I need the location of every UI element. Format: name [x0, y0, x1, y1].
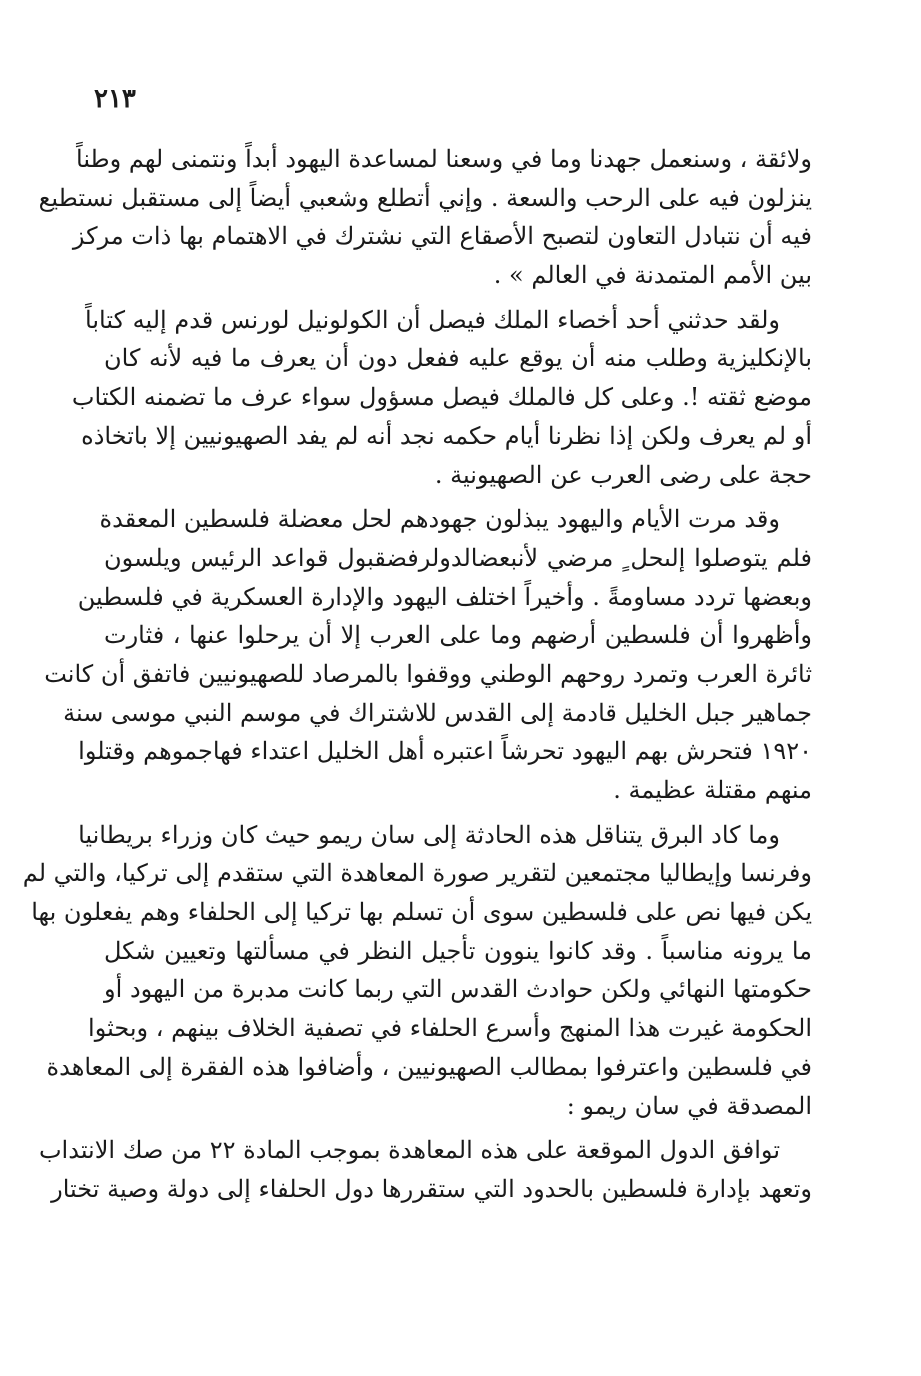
- text-line: ولقد حدثني أحد أخصاء الملك فيصل أن الكولونيل لورنس قدم إليه كتاباً: [85, 305, 780, 334]
- text-line: وتعهد بإدارة فلسطين بالحدود التي ستقررها دول الحلفاء إلى دولة وصية تختار: [51, 1174, 812, 1203]
- text-line: بالإنكليزية وطلب منه أن يوقع عليه ففعل دون أن يعرف ما فيه لأنه كان: [104, 344, 812, 373]
- text-line: أو لم يعرف ولكن إذا نظرنا أيام حكمه نجد أنه لم يفد الصهيونيين إلا باتخاذه: [81, 421, 812, 450]
- body-text: [22, 140, 812, 1209]
- text-line: وبعضها تردد مساومةً . وأخيراً اختلف اليهود والإدارة العسكرية في فلسطين: [77, 582, 812, 611]
- text-line: ما يرونه مناسباً . وقد كانوا ينوون تأجيل النظر في مسألتها وتعيين شكل: [104, 936, 812, 965]
- text-line: المصدقة في سان ريمو :: [566, 1091, 812, 1120]
- text-line: يكن فيها نص على فلسطين سوى أن تسلم بها تركيا إلى الحلفاء وهم يفعلون بها: [31, 898, 812, 927]
- text-line: بين الأمم المتمدنة في العالم » .: [493, 261, 812, 290]
- text-line: في فلسطين واعترفوا بمطالب الصهيونيين ، وأضافوا هذه الفقرة إلى المعاهدة: [46, 1052, 812, 1081]
- text-line: حكومتها النهائي ولكن حوادث القدس التي ربما كانت مدبرة من اليهود أو: [104, 975, 812, 1004]
- text-line: وفرنسا وإيطاليا مجتمعين لتقرير صورة المعاهدة التي ستقدم إلى تركيا، والتي لم: [22, 859, 812, 888]
- text-line: موضع ثقته !. وعلى كل فالملك فيصل مسؤول سواء عرف ما تضمنه الكتاب: [71, 383, 812, 412]
- text-line: ١٩٢٠ فتحرش بهم اليهود تحرشاً اعتبره أهل الخليل اعتداء فهاجموهم وقتلوا: [78, 737, 812, 766]
- text-line: ثائرة العرب وتمرد روحهم الوطني ووقفوا بالمرصاد للصهيونيين فاتفق أن كانت: [44, 659, 812, 688]
- text-line: وقد مرت الأيام واليهود يبذلون جهودهم لحل معضلة فلسطين المعقدة: [99, 505, 780, 534]
- text-line: الحكومة غيرت هذا المنهج وأسرع الحلفاء في تصفية الخلاف بينهم ، وبحثوا: [88, 1014, 812, 1043]
- page-number: ٢١٣: [94, 84, 136, 114]
- text-line: حجة على رضى العرب عن الصهيونية .: [434, 460, 812, 489]
- text-line: توافق الدول الموقعة على هذه المعاهدة بموجب المادة ٢٢ من صك الانتداب: [38, 1136, 780, 1165]
- text-line: وأظهروا أن فلسطين أرضهم وما على العرب إلا أن يرحلوا عنها ، فثارت: [104, 621, 812, 650]
- text-line: ينزلون فيه على الرحب والسعة . وإني أتطلع وشعبي أيضاً إلى مستقبل نستطيع: [38, 183, 812, 212]
- text-line: جماهير جبل الخليل قادمة إلى القدس للاشتراك في موسم النبي موسى سنة: [63, 698, 812, 727]
- text-line: منهم مقتلة عظيمة .: [613, 776, 812, 804]
- text-line: وما كاد البرق يتناقل هذه الحادثة إلى سان ريمو حيث كان وزراء بريطانيا: [78, 820, 780, 849]
- text-line: فيه أن نتبادل التعاون لتصبح الأصقاع التي نشترك في الاهتمام بها ذات مركز: [72, 222, 812, 251]
- text-line: ولائقة ، وسنعمل جهدنا وما في وسعنا لمساعدة اليهود أبداً ونتمنى لهم وطناً: [76, 145, 812, 173]
- text-line: فلم يتوصلوا إلىحل ٍ مرضي لأنبعضالدولرفضقبول قواعد الرئيس ويلسون: [104, 543, 812, 572]
